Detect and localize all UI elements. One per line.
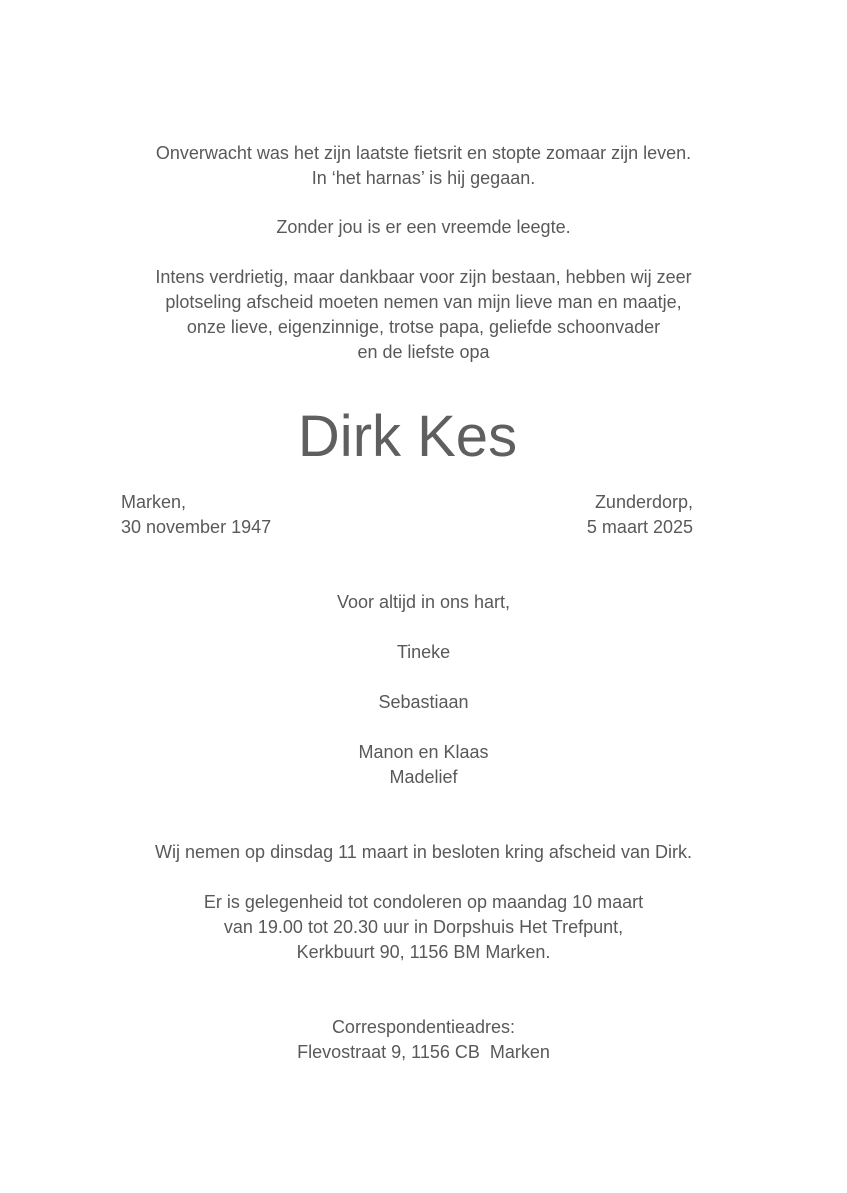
intro-line-4: Intens verdrietig, maar dankbaar voor zijn bestaan, hebben wij zeer	[155, 267, 692, 287]
birth-date: 30 november 1947	[121, 517, 272, 537]
death-place: Zunderdorp,	[594, 492, 693, 512]
family-member-2: Sebastiaan	[378, 692, 469, 712]
family-member-4: Madelief	[389, 767, 458, 787]
family-member-1: Tineke	[396, 642, 451, 662]
intro-line-3: Zonder jou is er een vreemde leegte.	[276, 217, 571, 237]
correspondence-label: Correspondentieadres:	[331, 1017, 516, 1037]
intro-line-6: onze lieve, eigenzinnige, trotse papa, geliefde schoonvader	[186, 317, 661, 337]
funeral-line-3: van 19.00 tot 20.30 uur in Dorpshuis Het Trefpunt,	[223, 917, 624, 937]
family-member-3: Manon en Klaas	[358, 742, 489, 762]
deceased-name: Dirk Kes	[297, 404, 518, 469]
intro-line-7: en de liefste opa	[357, 342, 490, 362]
intro-line-5: plotseling afscheid moeten nemen van mijn lieve man en maatje,	[165, 292, 682, 312]
correspondence-address: Flevostraat 9, 1156 CB Marken	[297, 1042, 550, 1062]
family-heading: Voor altijd in ons hart,	[336, 592, 511, 612]
funeral-line-1: Wij nemen op dinsdag 11 maart in besloten kring afscheid van Dirk.	[155, 842, 692, 862]
intro-line-2: In ‘het harnas’ is hij gegaan.	[311, 168, 536, 188]
funeral-line-2: Er is gelegenheid tot condoleren op maandag 10 maart	[203, 892, 644, 912]
birth-place: Marken,	[121, 492, 187, 512]
funeral-line-4: Kerkbuurt 90, 1156 BM Marken.	[296, 942, 551, 962]
death-date: 5 maart 2025	[586, 517, 693, 537]
intro-line-1: Onverwacht was het zijn laatste fietsrit en stopte zomaar zijn leven.	[155, 143, 692, 163]
